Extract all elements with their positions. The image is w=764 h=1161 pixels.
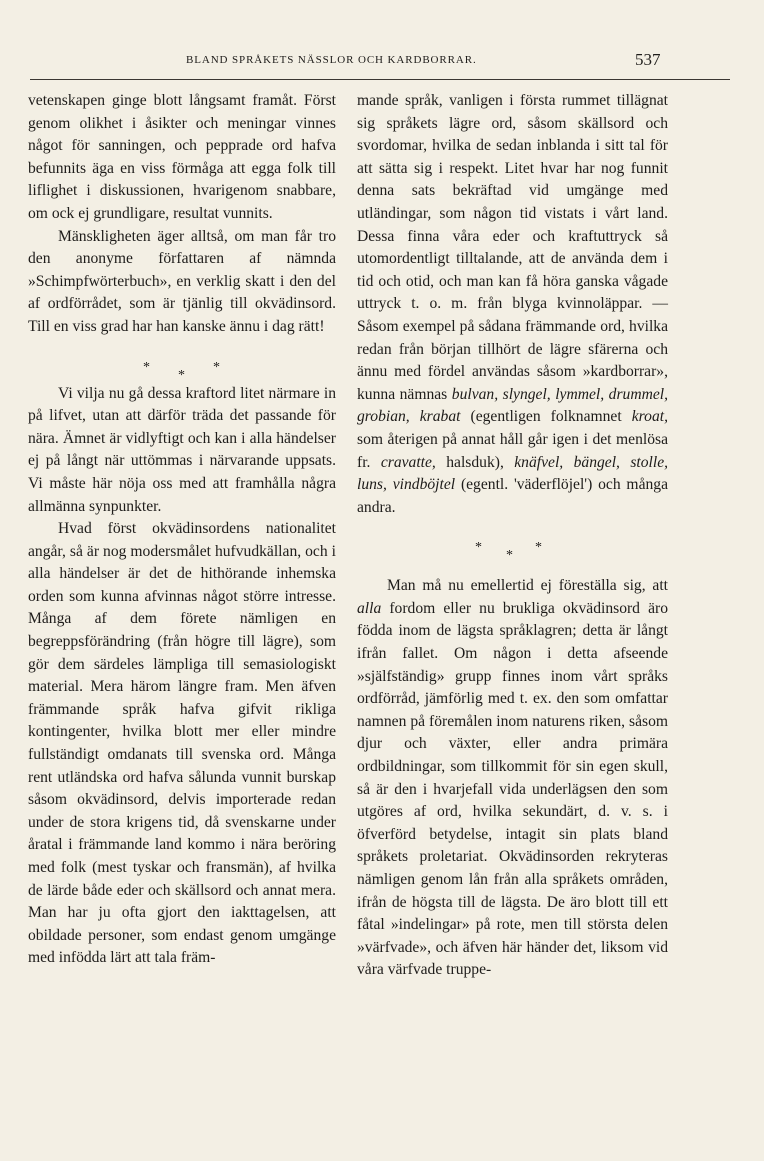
asterisk: *	[535, 540, 542, 556]
section-break-asterisks	[357, 519, 668, 563]
asterisk: *	[475, 540, 482, 556]
text-run: mande språk, vanligen i första rummet tillägnat sig språkets lägre ord, såsom skällsord och svordomar, hvilka de sedan inblanda i sitt tal för att sätta sig i respekt. Litet hvar har nog funnit denna sats bekräftad vid umgänge med utländingar, som någon tid vistats i vårt land. Dessa finna våra eder och kraftuttryck så utomordentligt tilltalande, att de använda dem i tid och otid, och man kan få höra ganska vågade uttryck t. o. m. från blyga kvinnoläppar. — Såsom exempel på sådana främmande ord, hvilka redan från början tillhört de lägre sfärerna och ännu med fördel användas såsom »kardborrar», kunna nämnas	[357, 92, 668, 403]
italic-word: bängel,	[573, 453, 620, 471]
italic-word: lymmel,	[555, 385, 605, 403]
italic-word: slyngel,	[502, 385, 551, 403]
running-head: BLAND SPRÅKETS NÄSSLOR OCH KARDBORRAR.	[186, 54, 477, 66]
text-run: (egentligen folknamnet	[470, 408, 622, 426]
paragraph	[357, 575, 668, 982]
page-number: 537	[635, 50, 661, 69]
section-break-asterisks	[28, 339, 336, 383]
asterisk: *	[506, 548, 513, 564]
italic-word: drummel,	[608, 385, 669, 403]
paragraph: vetenskapen ginge blott långsamt framåt. Först genom olikhet i åsikter och meningar vinnes något för sanningen, och pepprade ord hafva befunnits äga en viss förmåga att egga folk till liflighet i diskussionen, hvarigenom snabbare, om ock ej grundligare, resultat vunnits.	[28, 92, 336, 222]
paragraph: Hvad först okvädinsordens nationalitet angår, så är nog modersmålet hufvudkällan, och i alla händelser är det de hithörande inhemska orden som kunna afvinnas något större intresse. Många af dem förete nämligen en begreppsförändring (från högre till lägre), som gör dem särdeles lämpliga till semasiologiskt material. Mera härom längre fram. Men äfven främmande språk hafva gifvit rikliga kontingenter, hvilka blott mer eller mindre fullständigt omdanats till svenska ord. Många rent utländska ord hafva sålunda vunnit burskap såsom okvädinsord, delvis importerade redan under de stora krigens tid, då svenskarne under åratal i främmande land kommo i nära beröring med folk (mest tyskar och fransmän), af hvilka de lärde både eder och skällsord och annat mera. Man har ju ofta gjort den iakttagelsen, att obildade personer, som endast genom umgänge med infödda lärt att tala främ-	[28, 520, 336, 967]
text-run: halsduk),	[446, 453, 504, 471]
header-rule	[30, 79, 730, 80]
italic-word: stolle,	[630, 453, 669, 471]
italic-word: cravatte,	[380, 453, 436, 471]
italic-word: alla	[357, 599, 382, 617]
italic-word: krabat	[419, 408, 461, 426]
italic-word: kroat,	[631, 408, 668, 426]
page-header	[0, 50, 764, 74]
italic-word: bulvan,	[451, 385, 499, 403]
italic-word: grobian,	[357, 408, 410, 426]
asterisk: *	[213, 359, 220, 375]
italic-word: knäfvel,	[514, 453, 564, 471]
text-run: fordom eller nu brukliga okvädinsord äro födda inom de lägsta språklagren; detta är långt ifrån fallet. Om någon i detta afseende »själfständig» grupp finnes inom vårt språks ordförråd, jämförlig med t. ex. den som omfattar namnen på föremålen inom naturens riken, såsom djur och växter, eller andra primära ordbildningar, som tillkommit för sin egen skull, så är den i hvarjefall vida underlägsen den som utgöres af ord, hvilka sekundärt, d. v. s. i öfverförd betydelse, intagit sin plats bland språkets proletariat. Okvädinsorden rekryteras nämligen genom lån från alla språkets områden, ifrån de högsta till de lägsta. De äro blott till ett fåtal »indelingar» på rote, men till största delen »värfvade», och äfven här händer det, liksom vid våra värfvade truppe-	[357, 599, 668, 979]
text-run: som återigen på annat håll går igen i det menlösa fr.	[357, 430, 668, 471]
paragraph: Mänskligheten äger alltså, om man får tro den anonyme författaren af nämnda »Schimpfwörterbuch», en verklig skatt i den del af ordförrådet, som är tjänlig till okvädinsord. Till en viss grad har han kanske ännu i dag rätt!	[28, 227, 336, 335]
text-run: (egentl. 'väderflöjel') och många andra.	[357, 476, 669, 516]
asterisk: *	[143, 359, 150, 375]
paragraph	[357, 90, 668, 519]
right-column	[357, 90, 668, 982]
text-run: Man må nu emellertid ej föreställa sig, att	[387, 577, 668, 595]
italic-word: luns,	[357, 476, 387, 494]
italic-word: vindböjtel	[392, 476, 456, 494]
asterisk: *	[178, 367, 185, 383]
paragraph: Vi vilja nu gå dessa kraftord litet närmare in på lifvet, utan att därför träda det passande för nära. Ämnet är vidlyftigt och kan i alla händelser ej på långt när uttömmas i närvarande uppsats. Vi måste här nöja oss med att framhålla några allmänna synpunkter.	[28, 384, 336, 515]
left-column	[28, 90, 336, 970]
